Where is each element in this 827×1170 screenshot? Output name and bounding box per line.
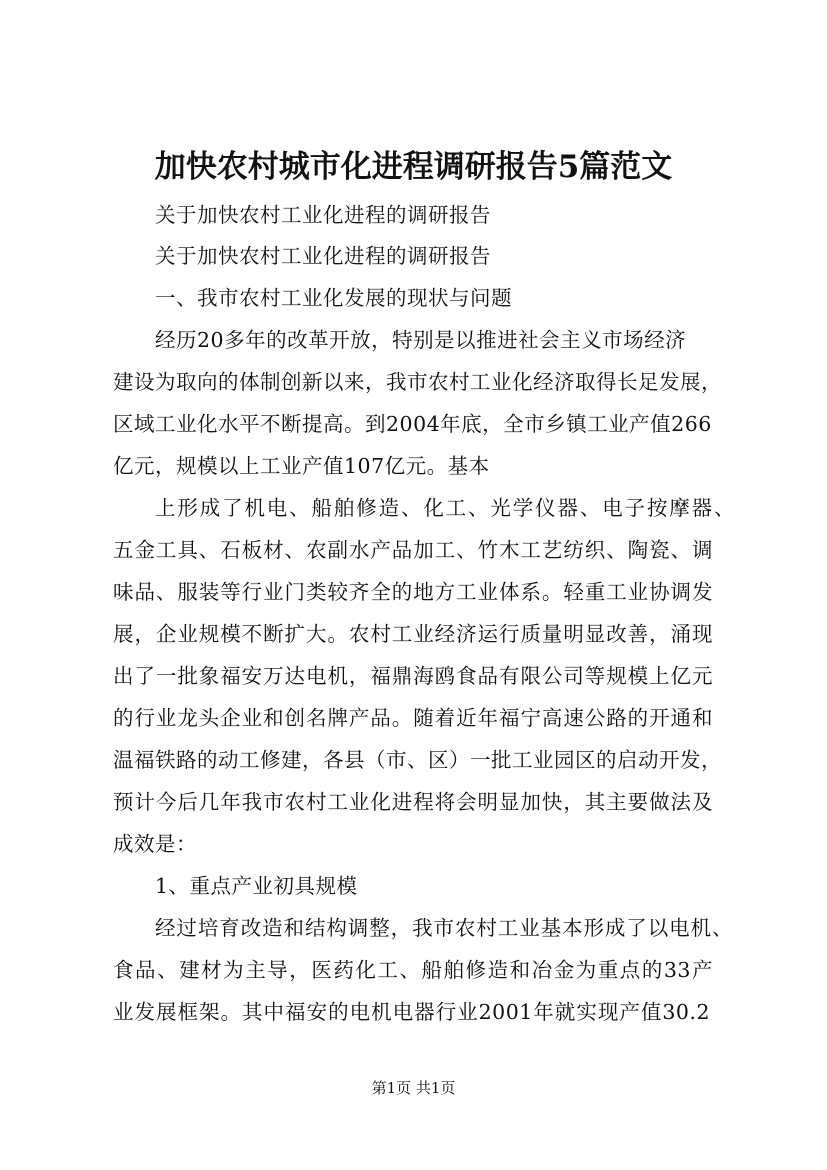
paragraph-line: 区域工业化水平不断提高。到2004年底，全市乡镇工业产值266 [113,412,712,436]
paragraph-line: 成效是： [113,832,197,856]
subtitle-line: 关于加快农村工业化进程的调研报告 [155,244,491,268]
page-number-footer: 第1页 共1页 [371,1079,456,1097]
paragraph-line: 展，企业规模不断扩大。农村工业经济运行质量明显改善，涌现 [113,622,713,646]
paragraph-line: 业发展框架。其中福安的电机电器行业2001年就实现产值30.2 [113,1000,710,1024]
paragraph-line: 温福铁路的动工修建，各县（市、区）一批工业园区的启动开发， [113,748,722,772]
subsection-heading: 1、重点产业初具规模 [155,874,358,898]
paragraph-line: 经历20多年的改革开放，特别是以推进社会主义市场经济 [155,328,687,352]
paragraph-line: 上形成了机电、船舶修造、化工、光学仪器、电子按摩器、 [155,496,735,520]
subtitle-line: 关于加快农村工业化进程的调研报告 [155,203,491,227]
paragraph-line: 预计今后几年我市农村工业化进程将会明显加快，其主要做法及 [113,790,713,814]
paragraph-line: 亿元，规模以上工业产值107亿元。基本 [113,454,490,478]
paragraph-line: 五金工具、石板材、农副水产品加工、竹木工艺纺织、陶瓷、调 [113,538,713,562]
paragraph-line: 食品、建材为主导，医药化工、船舶修造和冶金为重点的33产 [113,958,713,982]
paragraph-line: 味品、服装等行业门类较齐全的地方工业体系。轻重工业协调发 [113,580,713,604]
paragraph-line: 经过培育改造和结构调整，我市农村工业基本形成了以电机、 [155,916,733,940]
section-heading: 一、我市农村工业化发展的现状与问题 [155,286,512,310]
paragraph-line: 的行业龙头企业和创名牌产品。随着近年福宁高速公路的开通和 [113,706,713,730]
paragraph-line: 出了一批象福安万达电机，福鼎海鸥食品有限公司等规模上亿元 [113,664,713,688]
paragraph-line: 建设为取向的体制创新以来，我市农村工业化经济取得长足发展， [113,370,722,394]
document-title: 加快农村城市化进程调研报告5篇范文 [154,149,673,185]
